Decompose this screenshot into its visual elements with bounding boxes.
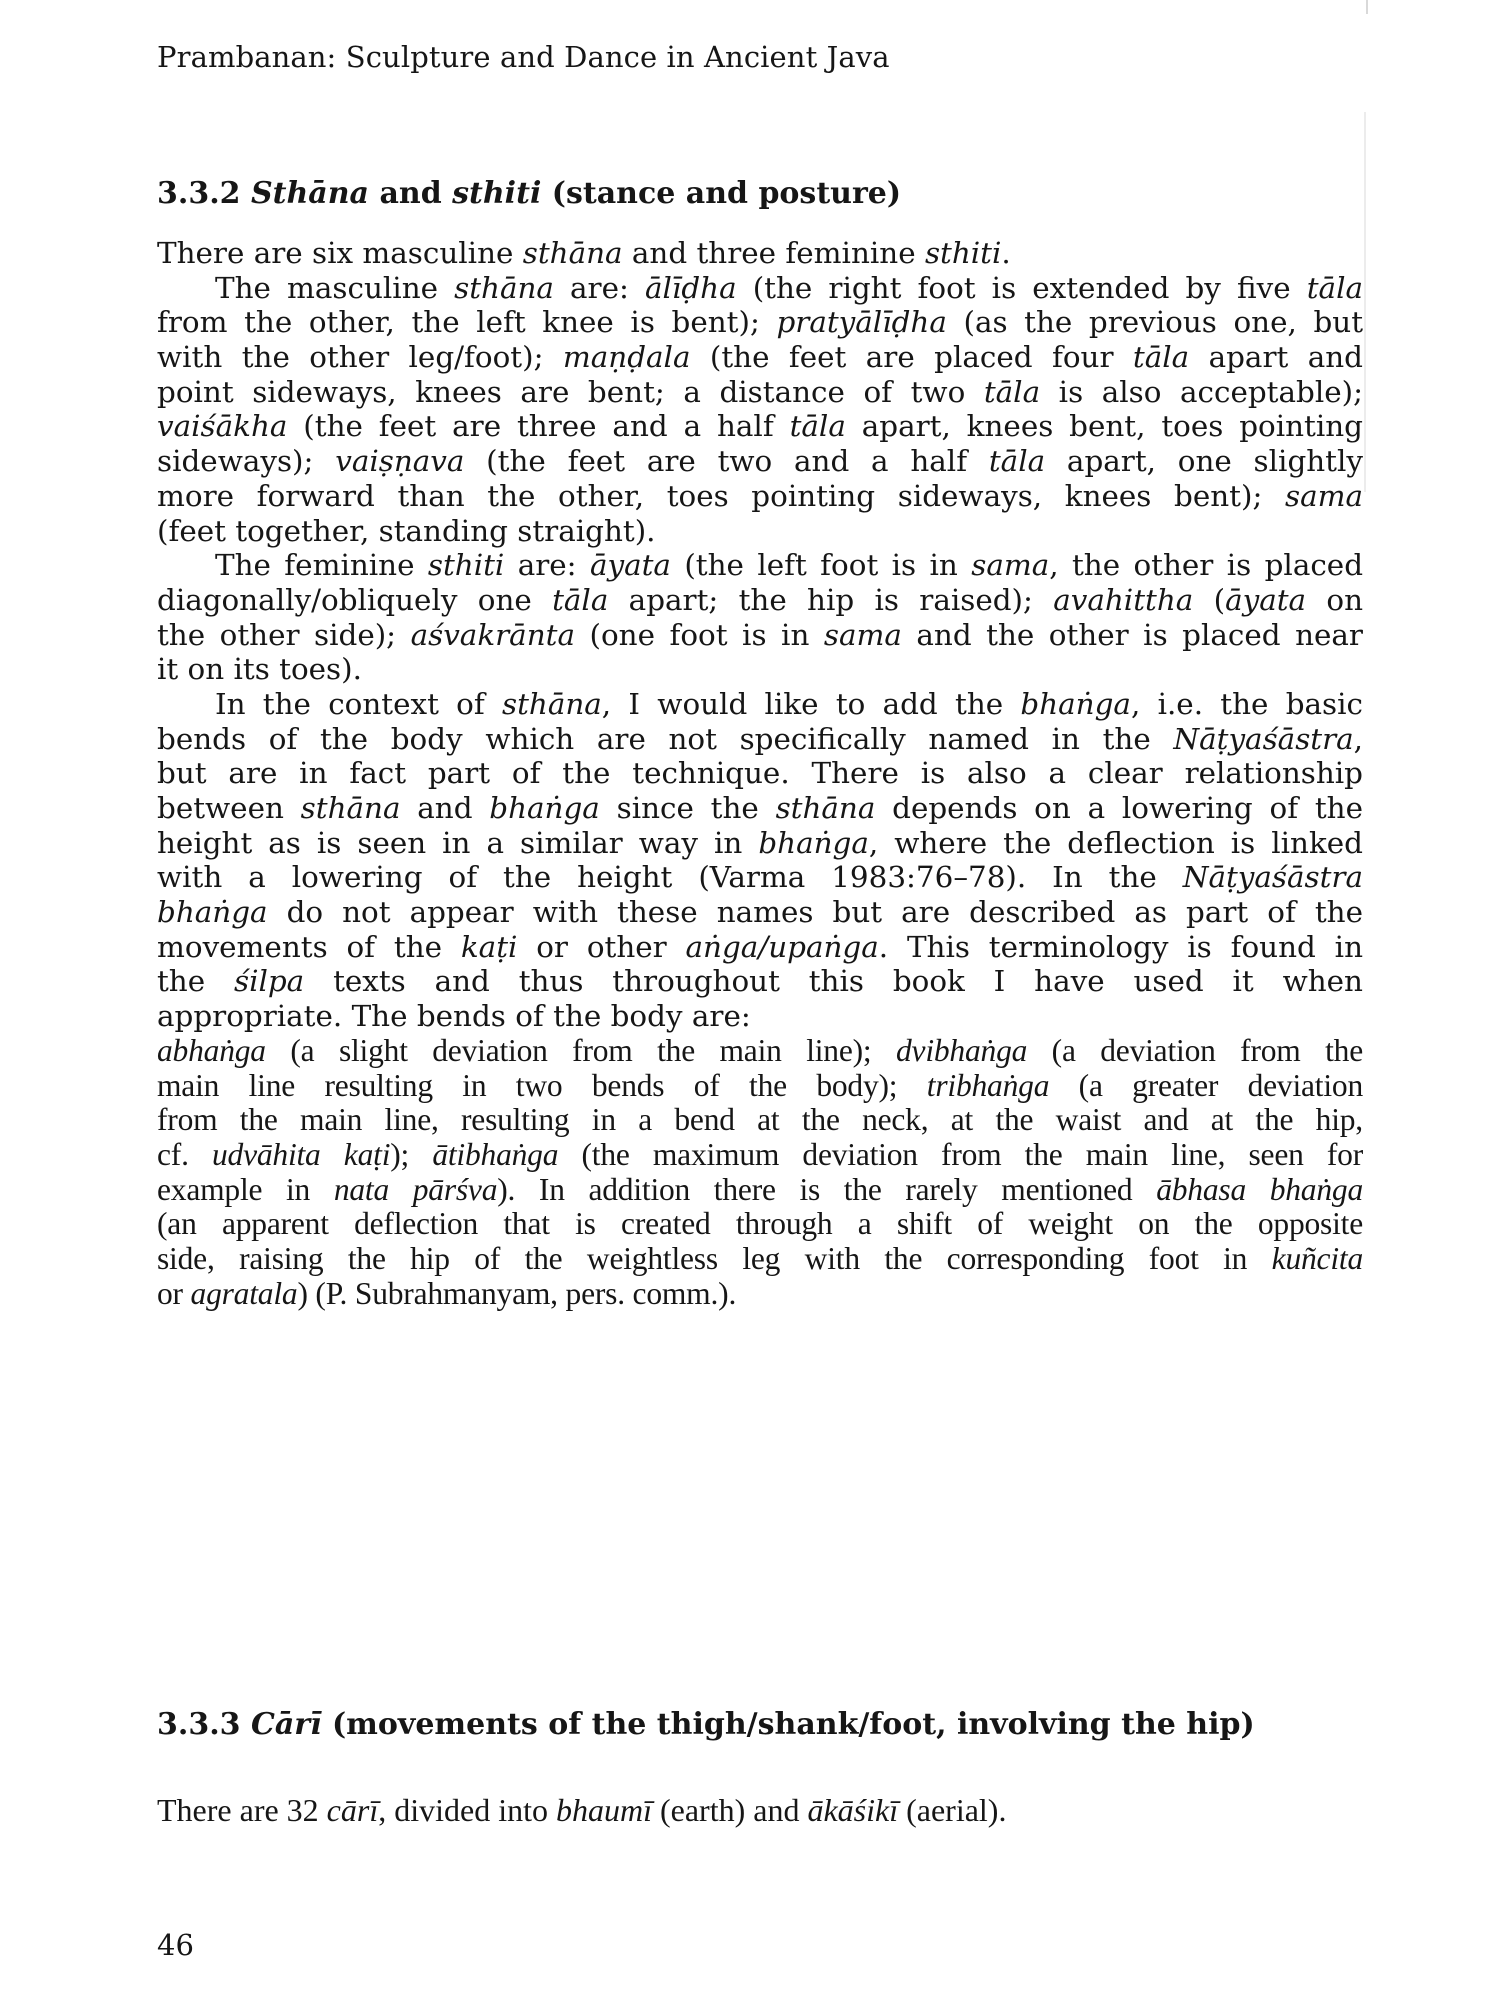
- paragraph-line: vaiśākha (the feet are three and a half tāla apart, knees bent, toes pointing: [157, 409, 1363, 444]
- bends-list-line: example in nata pārśva). In addition there is the rarely mentioned ābhasa bhaṅga: [157, 1171, 1363, 1207]
- section-heading-3-3-2: [157, 176, 901, 211]
- heading-text: (stance and posture): [541, 176, 902, 211]
- heading-text: (movements of the thigh/shank/foot, involving the hip): [321, 1707, 1255, 1742]
- paragraph-line: height as is seen in a similar way in bhaṅga, where the deflection is linked: [157, 825, 1363, 860]
- paragraph-line: from the other, the left knee is bent); pratyālīḍha (as the previous one, but: [157, 305, 1364, 340]
- bends-list-line: or agratala) (P. Subrahmanyam, pers. comm.).: [157, 1275, 737, 1311]
- paragraph-line: bhaṅga do not appear with these names but are described as part of the: [157, 895, 1363, 930]
- paragraph-line: the other side); aśvakrānta (one foot is in sama and the other is placed near: [157, 617, 1363, 652]
- bends-list-line: (an apparent deflection that is created through a shift of weight on the opposite: [157, 1206, 1363, 1242]
- paragraph-line: bends of the body which are not specifically named in the Nāṭyaśāstra,: [157, 721, 1363, 756]
- paragraph-line: appropriate. The bends of the body are:: [157, 999, 751, 1034]
- section-number: 3.3.3: [157, 1707, 241, 1742]
- bends-list-line: main line resulting in two bends of the body); tribhaṅga (a greater deviation: [157, 1067, 1363, 1103]
- paragraph-line: it on its toes).: [157, 652, 362, 687]
- page-edge-shadow: [1364, 112, 1366, 492]
- paragraph-line: The feminine sthiti are: āyata (the left foot is in sama, the other is placed: [215, 548, 1364, 583]
- paragraph-line: with the other leg/foot); maṇḍala (the feet are placed four tāla apart and: [157, 340, 1363, 375]
- heading-text: and: [369, 176, 453, 211]
- intro-line: There are six masculine sthāna and three feminine sthiti.: [157, 236, 1011, 270]
- paragraph-line: sideways); vaiṣṇava (the feet are two and a half tāla apart, one slightly: [157, 444, 1363, 479]
- paragraph-line: the śilpa texts and thus throughout this book I have used it when: [157, 964, 1363, 999]
- page-number: 46: [157, 1928, 194, 1962]
- term-sthana: Sthāna: [250, 176, 369, 211]
- paragraph-line: between sthāna and bhaṅga since the sthāna depends on a lowering of the: [157, 791, 1363, 825]
- section-number: 3.3.2: [157, 176, 241, 211]
- paragraph-line: movements of the kaṭi or other aṅga/upaṅga. This terminology is found in: [157, 929, 1363, 964]
- running-head: Prambanan: Sculpture and Dance in Ancient Java: [157, 40, 890, 74]
- paragraph-line: The masculine sthāna are: ālīḍha (the right foot is extended by five tāla: [215, 270, 1363, 305]
- bends-list-line: cf. udvāhita kaṭi); ātibhaṅga (the maximum deviation from the main line, seen for: [157, 1136, 1363, 1172]
- bends-list-line: side, raising the hip of the weightless leg with the corresponding foot in kuñcita: [157, 1240, 1363, 1276]
- paragraph-line: point sideways, knees are bent; a distance of two tāla is also acceptable);: [157, 374, 1363, 409]
- cari-intro-line: There are 32 cārī, divided into bhaumī (earth) and ākāśikī (aerial).: [157, 1792, 1007, 1828]
- paragraph-line: but are in fact part of the technique. There is also a clear relationship: [157, 756, 1363, 791]
- term-sthiti: sthiti: [452, 176, 542, 211]
- paragraph-line: In the context of sthāna, I would like to add the bhaṅga, i.e. the basic: [215, 686, 1363, 721]
- body-text-section-3-3-2: [157, 236, 1363, 1311]
- paragraph-line: more forward than the other, toes pointing sideways, knees bent); sama: [157, 478, 1363, 513]
- term-cari: Cārī: [250, 1707, 322, 1742]
- paragraph-line: with a lowering of the height (Varma 1983:76–78). In the Nāṭyaśāstra: [157, 860, 1363, 895]
- paragraph-line: (feet together, standing straight).: [157, 513, 656, 548]
- section-heading-3-3-3: [157, 1707, 1255, 1742]
- bends-list-line: from the main line, resulting in a bend at the neck, at the waist and at the hip,: [157, 1102, 1363, 1138]
- page-edge-mark: [1366, 0, 1368, 14]
- bends-list-line: abhaṅga (a slight deviation from the main line); dvibhaṅga (a deviation from the: [157, 1032, 1363, 1068]
- paragraph-line: diagonally/obliquely one tāla apart; the hip is raised); avahittha (āyata on: [157, 582, 1363, 617]
